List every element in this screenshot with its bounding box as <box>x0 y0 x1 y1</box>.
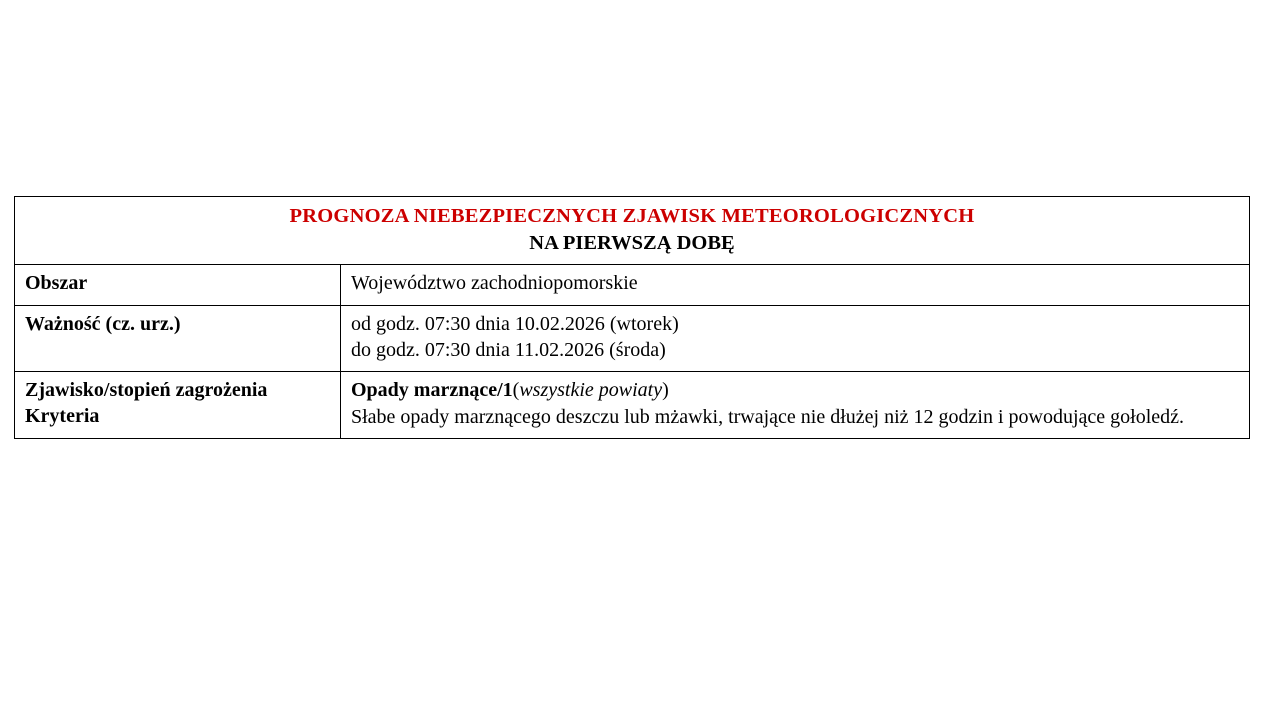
table-row-validity <box>15 306 1250 372</box>
label-validity <box>15 306 341 372</box>
phenomenon-name: Opady marznące/1 <box>351 379 513 402</box>
page-subtitle: NA PIERWSZĄ DOBĘ <box>529 232 735 255</box>
label-area-text: Obszar <box>25 272 88 295</box>
validity-start: od godz. 07:30 dnia 10.02.2026 (wtorek) <box>351 313 679 336</box>
label-phenomenon <box>15 372 341 439</box>
value-area-text: Województwo zachodniopomorskie <box>351 272 638 295</box>
table-row-area <box>15 265 1250 306</box>
value-validity <box>341 306 1250 372</box>
table-row-title <box>15 197 1250 265</box>
label-area <box>15 265 341 306</box>
document-title-cell <box>15 197 1250 265</box>
label-criteria-text: Kryteria <box>25 404 100 427</box>
scope-open-paren: ( <box>512 379 520 402</box>
criteria-description: Słabe opady marznącego deszczu lub mżawki, trwające nie dłużej niż 12 godzin i powodujące gołoledź. <box>351 405 1185 428</box>
label-validity-text: Ważność (cz. urz.) <box>25 313 181 336</box>
scope-close-paren: ) <box>662 379 669 402</box>
page-title: PROGNOZA NIEBEZPIECZNYCH ZJAWISK METEOROLOGICZNYCH <box>289 205 975 227</box>
table-row-phenomenon <box>15 372 1250 439</box>
phenomenon-line <box>351 378 1239 404</box>
value-phenomenon <box>341 372 1250 439</box>
phenomenon-scope: wszystkie powiaty <box>519 379 663 402</box>
value-area <box>341 265 1250 306</box>
validity-end: do godz. 07:30 dnia 11.02.2026 (środa) <box>351 338 666 361</box>
weather-warning-table <box>14 196 1250 439</box>
label-phenomenon-text: Zjawisko/stopień zagrożenia <box>25 379 268 402</box>
